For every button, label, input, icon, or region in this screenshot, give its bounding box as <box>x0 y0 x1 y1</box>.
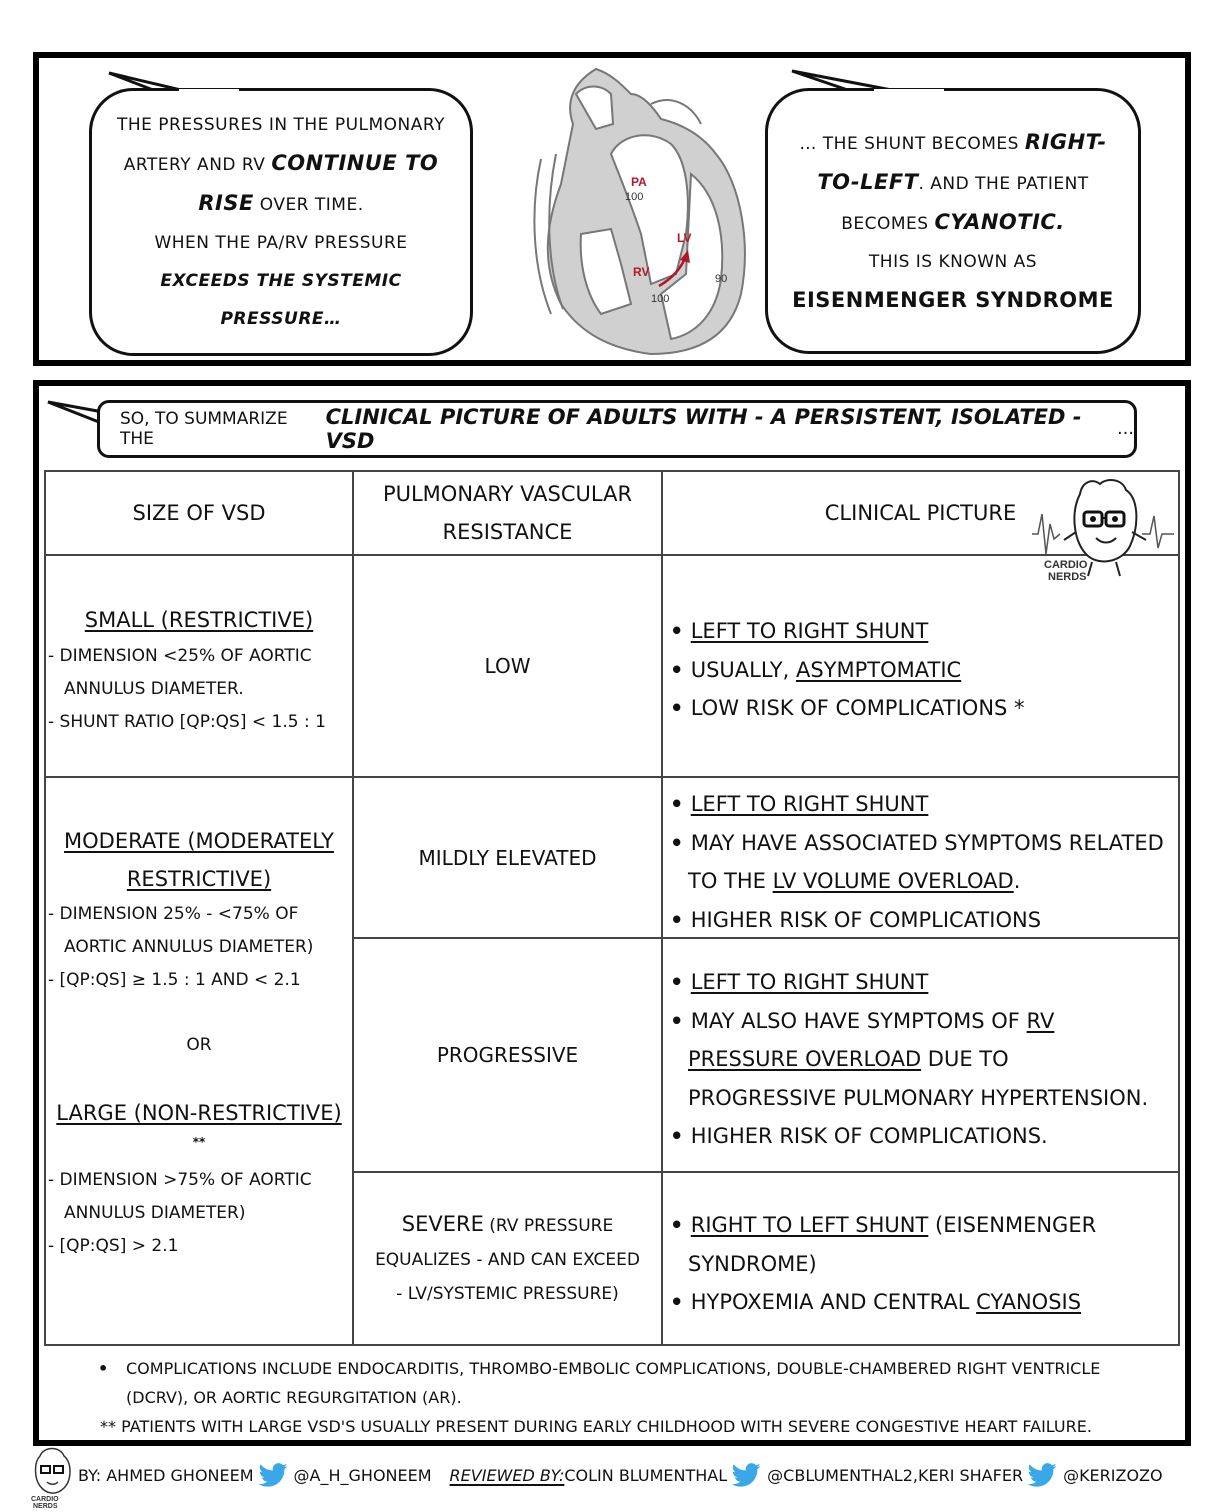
credit-reviewer: KERI SHAFER <box>917 1465 1024 1485</box>
twitter-icon <box>258 1463 288 1487</box>
clinical-bullet <box>670 824 1175 863</box>
cardionerds-logo-text: CARDIO <box>1044 559 1088 571</box>
size-small-cell <box>48 600 350 739</box>
size-moderate-detail: AORTIC ANNULUS DIAMETER) <box>64 937 314 957</box>
clinical-bullet-text: LEFT TO RIGHT SHUNT <box>690 970 929 994</box>
size-large-detail: - DIMENSION >75% OF AORTIC <box>48 1170 312 1190</box>
clinical-bullet-text: (EISENMENGER <box>928 1213 1097 1237</box>
right-bubble-line-2 <box>817 163 1088 203</box>
left-bubble-line-1: THE PRESSURES IN THE PULMONARY <box>116 115 445 135</box>
header-pvr-line-2: RESISTANCE <box>442 520 573 544</box>
right-bubble-emphasis: CYANOTIC. <box>934 210 1065 234</box>
header-clinical-label: CLINICAL PICTURE <box>824 501 1017 525</box>
left-bubble-line-6: PRESSURE… <box>220 309 342 329</box>
pvr-severe-line <box>402 1207 613 1243</box>
pvr-severe-detail: (RV PRESSURE <box>483 1215 614 1236</box>
left-bubble-text: OVER TIME. <box>253 195 364 215</box>
left-bubble-text: ARTERY AND RV <box>123 155 272 175</box>
size-large-detail: ANNULUS DIAMETER) <box>64 1203 246 1223</box>
pvr-mild-label: MILDLY ELEVATED <box>418 845 597 870</box>
author-avatar-text: CARDIO <box>31 1496 59 1503</box>
clinical-bullet <box>670 689 1175 728</box>
footnote-large-vsd <box>100 1412 1180 1441</box>
pvr-low-label: LOW <box>484 654 531 678</box>
clinical-bullet-text: USUALLY, <box>690 657 796 682</box>
size-large-title: LARGE (NON-RESTRICTIVE) <box>56 1101 342 1125</box>
left-bubble-line-5: EXCEEDS THE SYSTEMIC <box>160 271 402 291</box>
header-size <box>46 472 352 554</box>
clinical-bullet-text: RV <box>1026 1008 1055 1033</box>
left-bubble-line-3 <box>198 184 363 224</box>
clinical-bullet-text: . <box>1013 869 1021 893</box>
size-large-stars: ** <box>192 1135 206 1149</box>
summary-text: SO, TO SUMMARIZE THE <box>120 409 288 449</box>
pa-value: 100 <box>625 191 644 203</box>
size-moderate-title-line: MODERATE (MODERATELY <box>64 829 334 853</box>
footnote-text: ** PATIENTS WITH LARGE VSD'S USUALLY PRESENT DURING EARLY CHILDHOOD WITH SEVERE CONGESTIVE HEART FAILURE. <box>100 1417 1092 1436</box>
size-large-detail: - [QP:QS] > 2.1 <box>48 1236 179 1256</box>
pvr-severe-line: EQUALIZES - AND CAN EXCEED <box>375 1249 640 1270</box>
clinical-bullet-text: LEFT TO RIGHT SHUNT <box>690 619 929 643</box>
rv-value: 100 <box>651 293 670 305</box>
footnote-bullet: • <box>98 1359 109 1378</box>
right-bubble-line-1 <box>799 123 1106 163</box>
clinical-bullet-continuation <box>670 862 1175 901</box>
right-bubble-emphasis: TO-LEFT <box>817 170 919 194</box>
size-moderate-detail: - [QP:QS] ≥ 1.5 : 1 AND < 2.1 <box>48 970 301 990</box>
pvr-low-cell <box>354 556 661 776</box>
pvr-progressive-label: PROGRESSIVE <box>436 1043 579 1067</box>
clinical-bullet-text: CYANOSIS <box>976 1290 1082 1314</box>
clinical-bullet <box>670 785 1175 824</box>
size-small-detail: - SHUNT RATIO [QP:QS] < 1.5 : 1 <box>48 712 326 732</box>
clinical-bullet <box>670 651 1175 690</box>
clinical-bullet-text: LOW RISK OF COMPLICATIONS * <box>690 696 1025 720</box>
clinical-bullet <box>670 1002 1175 1041</box>
footnote-text: COMPLICATIONS INCLUDE ENDOCARDITIS, THROMBO-EMBOLIC COMPLICATIONS, DOUBLE-CHAMBERED RIGHT VENTRICLE <box>126 1359 1101 1378</box>
clinical-progressive-cell <box>670 963 1175 1156</box>
twitter-icon <box>1027 1463 1057 1487</box>
credit-author: BY: AHMED GHONEEM <box>78 1465 254 1485</box>
left-bubble-emphasis: RISE <box>198 191 254 215</box>
clinical-bullet-continuation: PROGRESSIVE PULMONARY HYPERTENSION. <box>688 1085 1149 1110</box>
credit-reviewer: COLIN BLUMENTHAL <box>564 1465 728 1485</box>
clinical-bullet-text: PRESSURE OVERLOAD <box>688 1047 922 1071</box>
clinical-bullet <box>670 1117 1175 1156</box>
clinical-severe-cell <box>670 1206 1175 1322</box>
heart-diagram <box>501 64 791 364</box>
clinical-small-cell <box>670 612 1175 728</box>
left-bubble-line-2 <box>124 144 439 184</box>
right-bubble-tail-cover <box>874 89 944 93</box>
table-divider <box>661 470 663 1346</box>
right-bubble-emphasis: RIGHT- <box>1024 130 1107 154</box>
twitter-handle[interactable]: @CBLUMENTHAL2, <box>767 1465 918 1485</box>
left-bubble-tail-cover <box>179 89 239 93</box>
clinical-bullet <box>670 612 1175 651</box>
clinical-bullet-text: MAY ALSO HAVE SYMPTOMS OF <box>690 1008 1027 1033</box>
footnote-line: (DCRV), OR AORTIC REGURGITATION (AR). <box>126 1388 462 1407</box>
pvr-mild-cell <box>354 778 661 937</box>
twitter-icon <box>731 1463 761 1487</box>
top-panel <box>33 52 1191 366</box>
clinical-bullet-text: LV VOLUME OVERLOAD <box>772 869 1014 893</box>
credit-reviewed-label: REVIEWED BY: <box>449 1465 565 1485</box>
clinical-bullet-text: MAY HAVE ASSOCIATED SYMPTOMS RELATED <box>690 830 1164 855</box>
summary-emphasis: CLINICAL PICTURE OF ADULTS WITH - A PERSISTENT, ISOLATED - VSD <box>325 405 1082 453</box>
size-small-title: SMALL (RESTRICTIVE) <box>84 608 314 632</box>
author-avatar-text: NERDS <box>33 1503 58 1508</box>
right-bubble-text: . AND THE PATIENT <box>918 174 1089 194</box>
right-bubble-line-3 <box>841 203 1065 243</box>
left-bubble-emphasis: CONTINUE TO <box>271 151 439 175</box>
lv-value: 90 <box>715 273 728 285</box>
clinical-bullet-text: HIGHER RISK OF COMPLICATIONS <box>690 907 1042 932</box>
left-bubble-line-4: WHEN THE PA/RV PRESSURE <box>154 233 408 253</box>
clinical-bullet-text: HYPOXEMIA AND CENTRAL <box>690 1290 977 1314</box>
pa-label: PA <box>631 175 647 189</box>
clinical-bullet <box>670 1206 1175 1245</box>
twitter-handle[interactable]: @KERIZOZO <box>1063 1465 1163 1485</box>
size-moderate-title-line: RESTRICTIVE) <box>126 867 272 891</box>
clinical-bullet-text: HIGHER RISK OF COMPLICATIONS. <box>690 1124 1048 1148</box>
cardionerds-logo <box>1030 474 1176 584</box>
pvr-severe-line: - LV/SYSTEMIC PRESSURE) <box>396 1283 619 1304</box>
pvr-progressive-cell <box>354 939 661 1171</box>
summary-speech-bubble <box>97 400 1137 458</box>
footnote-complications <box>98 1354 1164 1412</box>
footnote-line <box>98 1354 1164 1383</box>
size-moderate-title <box>48 822 350 898</box>
right-bubble-line-5: EISENMENGER SYNDROME <box>792 288 1114 312</box>
right-bubble-line-4: THIS IS KNOWN AS <box>868 252 1038 272</box>
right-speech-bubble <box>765 88 1141 354</box>
lv-label: LV <box>677 231 692 245</box>
right-bubble-text: BECOMES <box>841 214 935 234</box>
clinical-bullet-text: RIGHT TO LEFT SHUNT <box>690 1213 929 1237</box>
clinical-bullet-continuation: SYNDROME) <box>688 1251 817 1276</box>
summary-ellipsis: … <box>1117 419 1134 439</box>
clinical-bullet-text: TO THE <box>688 869 773 893</box>
author-avatar <box>30 1444 76 1508</box>
header-pvr-line-1: PULMONARY VASCULAR <box>382 482 633 506</box>
right-bubble-text: … THE SHUNT BECOMES <box>799 134 1025 154</box>
size-small-detail: ANNULUS DIAMETER. <box>64 679 244 699</box>
twitter-handle[interactable]: @A_H_GHONEEM <box>293 1465 432 1485</box>
pvr-severe-label: SEVERE <box>401 1211 484 1236</box>
size-moderate-detail: - DIMENSION 25% - <75% OF <box>48 904 299 924</box>
left-speech-bubble <box>89 88 473 356</box>
clinical-mild-cell <box>670 785 1175 939</box>
clinical-bullet-text: ASYMPTOMATIC <box>795 657 962 682</box>
size-moderate-large-cell <box>48 822 350 1263</box>
cardionerds-logo-text: NERDS <box>1048 571 1087 583</box>
clinical-bullet-text: DUE TO <box>921 1047 1009 1071</box>
clinical-bullet <box>670 901 1175 940</box>
clinical-bullet <box>670 1283 1175 1322</box>
header-size-label: SIZE OF VSD <box>132 501 266 525</box>
size-or: OR <box>186 1035 212 1055</box>
rv-label: RV <box>633 265 650 279</box>
header-pvr <box>354 472 661 554</box>
size-small-detail: - DIMENSION <25% OF AORTIC <box>48 646 312 666</box>
clinical-bullet-text: LEFT TO RIGHT SHUNT <box>690 792 929 816</box>
pvr-severe-cell <box>354 1173 661 1344</box>
clinical-bullet <box>670 963 1175 1002</box>
clinical-bullet-continuation <box>670 1040 1175 1079</box>
credits-line <box>78 1463 1198 1487</box>
